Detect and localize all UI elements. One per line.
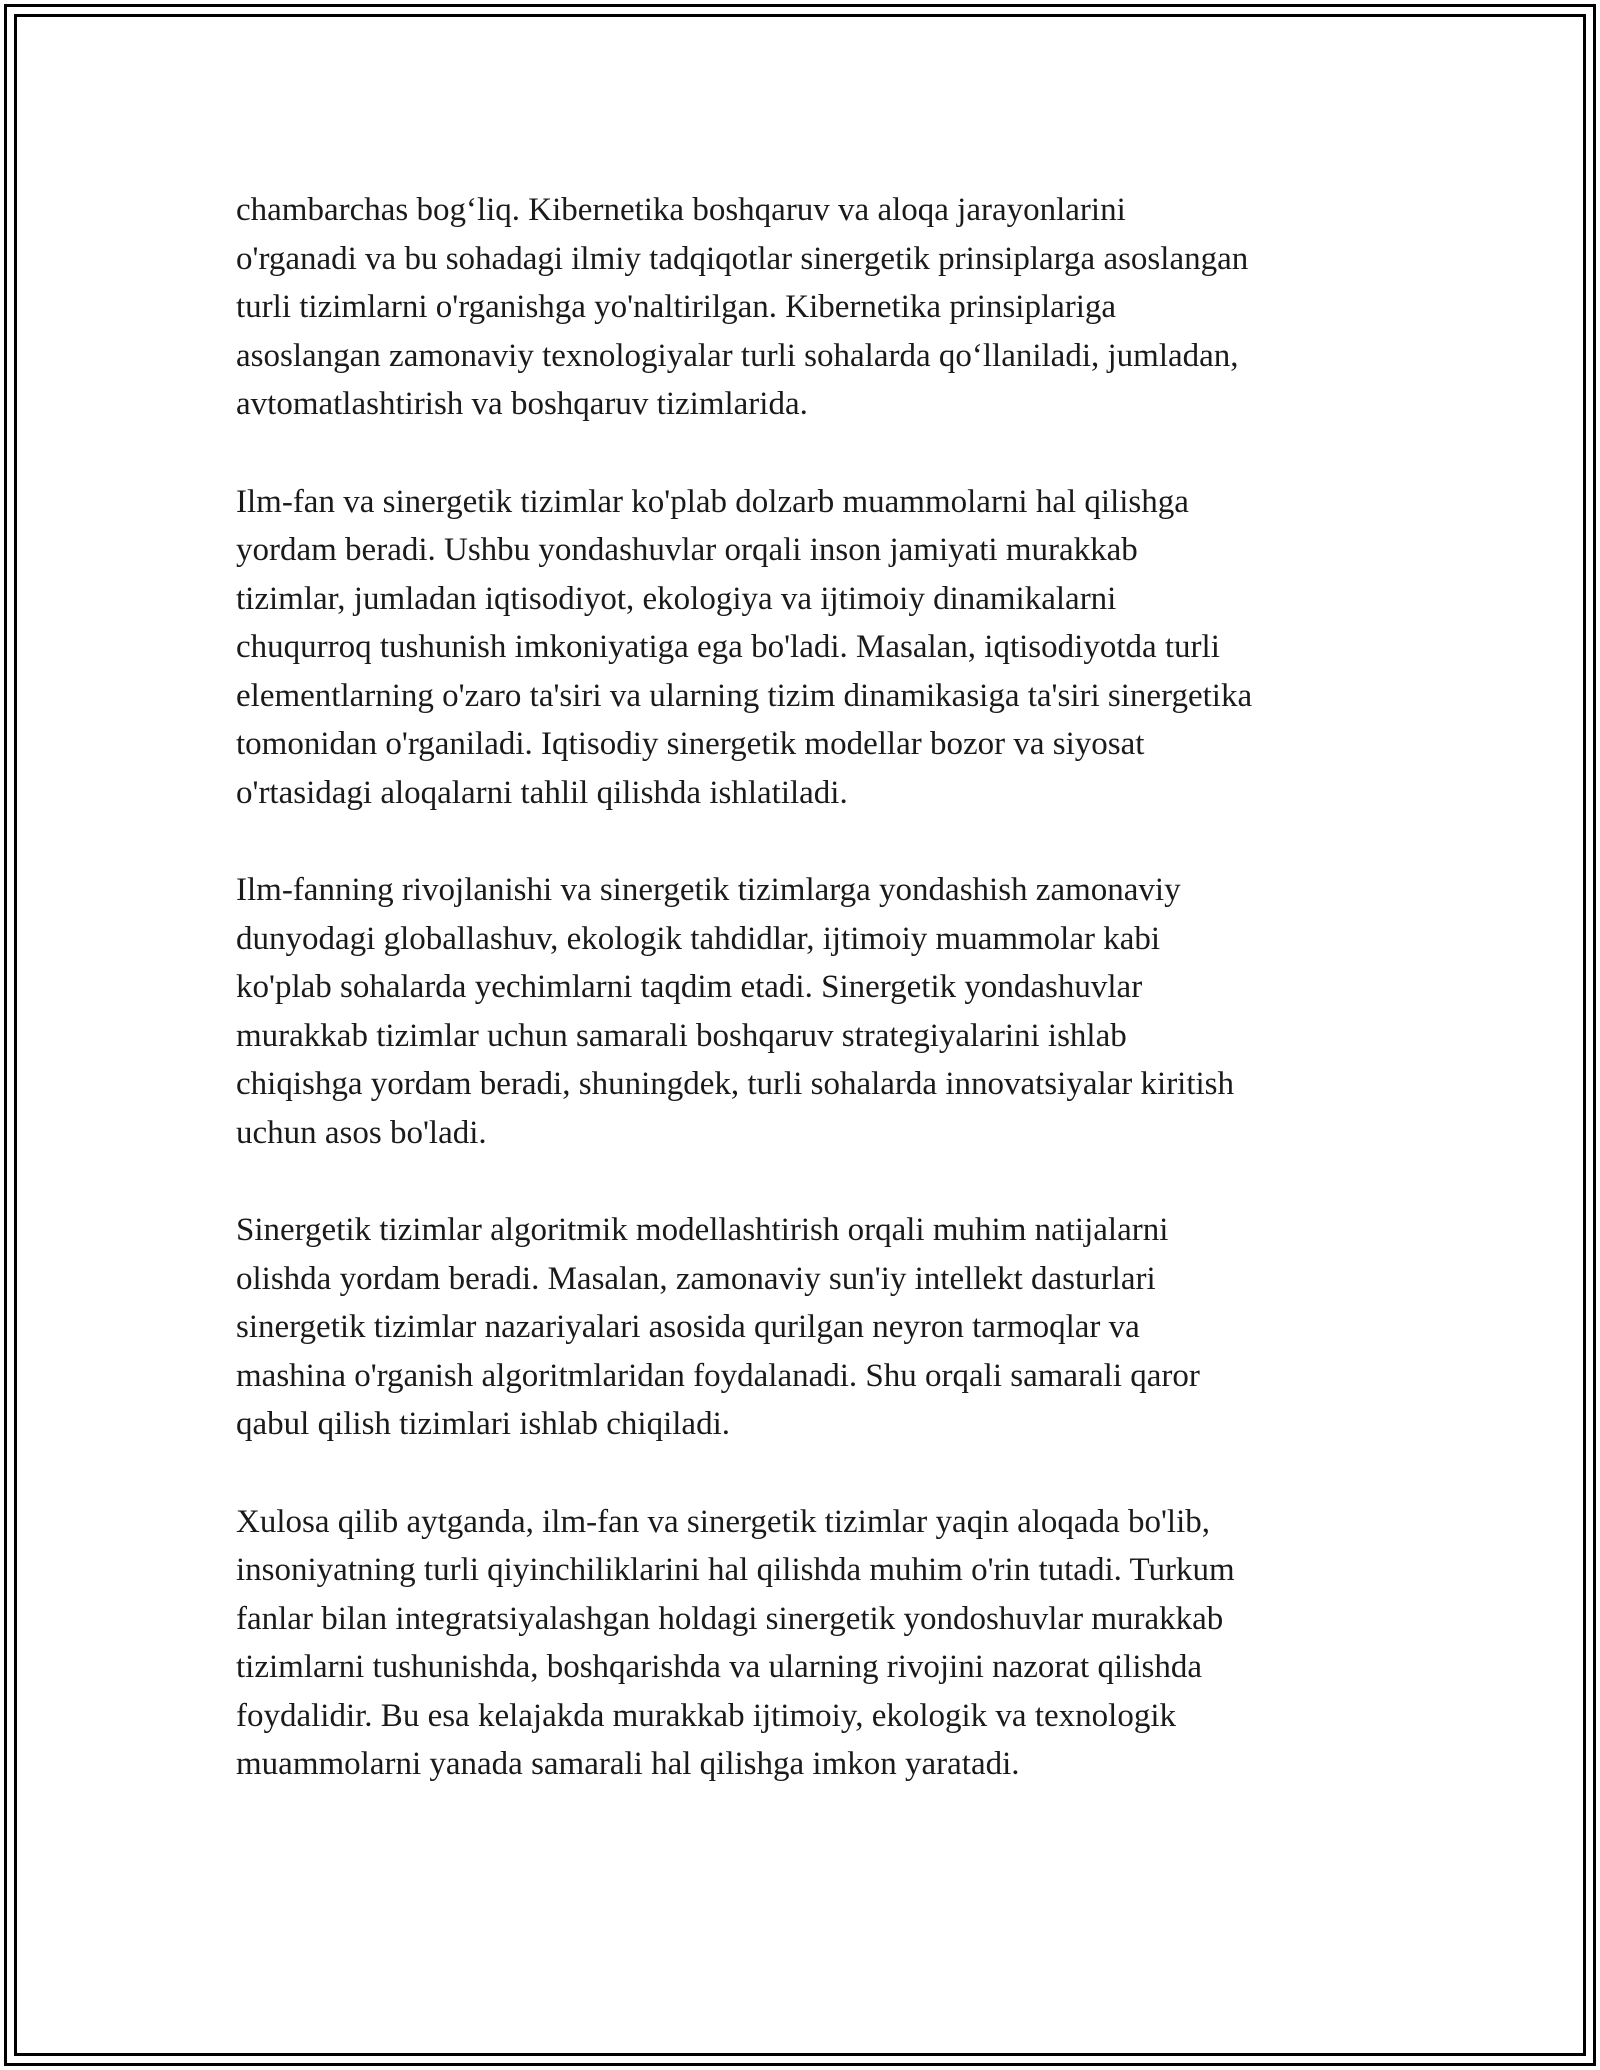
text-line: muammolarni yanada samarali hal qilishga imkon yaratadi.: [236, 1746, 1020, 1782]
text-line: Xulosa qilib aytganda, ilm-fan va sinergetik tizimlar yaqin aloqada bo'lib,: [236, 1503, 1210, 1540]
text-line: turli tizimlarni o'rganishga yo'naltirilgan. Kibernetika prinsiplariga: [236, 289, 1117, 325]
text-line: dunyodagi globallashuv, ekologik tahdidlar, ijtimoiy muammolar kabi: [236, 920, 1161, 957]
text-line: Ilm-fanning rivojlanishi va sinergetik tizimlarga yondashish zamonaviy: [236, 872, 1181, 908]
text-line: chiqishga yordam beradi, shuningdek, turli sohalarda innovatsiyalar kiritish: [236, 1066, 1235, 1102]
text-line: chuqurroq tushunish imkoniyatiga ega bo'ladi. Masalan, iqtisodiyotda turli: [236, 629, 1220, 665]
text-line: avtomatlashtirish va boshqaruv tizimlarida.: [236, 386, 808, 422]
text-line: sinergetik tizimlar nazariyalari asosida qurilgan neyron tarmoqlar va: [236, 1309, 1140, 1345]
text-line: ko'plab sohalarda yechimlarni taqdim etadi. Sinergetik yondashuvlar: [236, 969, 1143, 1005]
text-line: foydalidir. Bu esa kelajakda murakkab ijtimoiy, ekologik va texnologik: [236, 1697, 1176, 1734]
text-line: olishda yordam beradi. Masalan, zamonaviy sun'iy intellekt dasturlari: [236, 1260, 1156, 1297]
text-line: o'rtasidagi aloqalarni tahlil qilishda ishlatiladi.: [236, 774, 848, 811]
text-line: tomonidan o'rganiladi. Iqtisodiy sinergetik modellar bozor va siyosat: [236, 726, 1145, 762]
text-line: tizimlar, jumladan iqtisodiyot, ekologiya va ijtimoiy dinamikalarni: [236, 580, 1117, 617]
text-line: murakkab tizimlar uchun samarali boshqaruv strategiyalarini ishlab: [236, 1017, 1127, 1054]
text-line: elementlarning o'zaro ta'siri va ularning tizim dinamikasiga ta'siri sinergetika: [236, 677, 1253, 714]
text-line: yordam beradi. Ushbu yondashuvlar orqali inson jamiyati murakkab: [236, 532, 1138, 568]
text-line: chambarchas bog‘liq. Kibernetika boshqaruv va aloqa jarayonlarini: [236, 192, 1126, 228]
text-line: mashina o'rganish algoritmlaridan foydalanadi. Shu orqali samarali qaror: [236, 1357, 1200, 1394]
paragraph-kibernetika: [236, 186, 1376, 429]
document-body: [236, 186, 1376, 1838]
text-line: qabul qilish tizimlari ishlab chiqiladi.: [236, 1406, 731, 1442]
text-line: Sinergetik tizimlar algoritmik modellashtirish orqali muhim natijalarni: [236, 1212, 1169, 1248]
paragraph-rivojlanish: [236, 866, 1376, 1157]
text-line: fanlar bilan integratsiyalashgan holdagi sinergetik yondoshuvlar murakkab: [236, 1600, 1224, 1637]
text-line: asoslangan zamonaviy texnologiyalar turli sohalarda qo‘llaniladi, jumladan,: [236, 337, 1239, 374]
paragraph-algoritmik: [236, 1206, 1376, 1449]
paragraph-xulosa: [236, 1498, 1376, 1789]
text-line: tizimlarni tushunishda, boshqarishda va ularning rivojini nazorat qilishda: [236, 1649, 1202, 1685]
text-line: insoniyatning turli qiyinchiliklarini hal qilishda muhim o'rin tutadi. Turkum: [236, 1552, 1235, 1588]
text-line: Ilm-fan va sinergetik tizimlar ko'plab dolzarb muammolarni hal qilishga: [236, 483, 1189, 520]
text-line: o'rganadi va bu sohadagi ilmiy tadqiqotlar sinergetik prinsiplarga asoslangan: [236, 240, 1249, 277]
text-line: uchun asos bo'ladi.: [236, 1114, 487, 1151]
paragraph-ilm-fan: [236, 478, 1376, 818]
